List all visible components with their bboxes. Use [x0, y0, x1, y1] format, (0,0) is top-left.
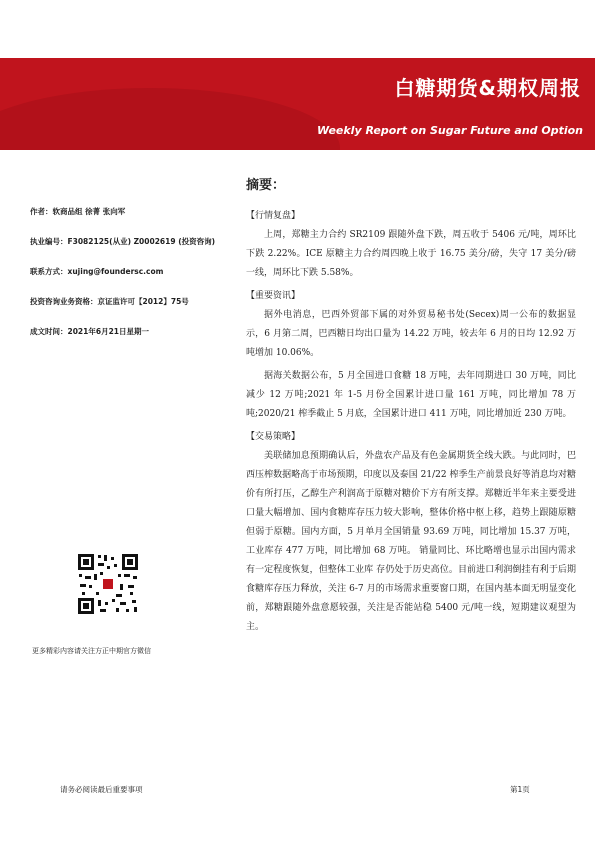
report-title: 白糖期货&期权周报 — [394, 76, 581, 100]
section-heading: 【行情复盘】 — [246, 211, 301, 221]
section-heading: 【重要资讯】 — [246, 291, 301, 301]
footer-disclaimer: 请务必阅读最后重要事项 — [60, 785, 143, 794]
qualification-line: 投资咨询业务资格：京证监许可【2012】75号 — [30, 297, 189, 306]
page-number: 第1页 — [510, 785, 530, 794]
report-content — [246, 207, 576, 641]
author-line: 作者：软商品组 徐菁 张向军 — [30, 207, 126, 216]
author-sidebar — [30, 207, 235, 357]
qr-code-graphic — [76, 552, 140, 616]
header-banner — [0, 58, 595, 150]
section-key-news — [246, 287, 576, 424]
paragraph: 据外电消息，巴西外贸部下属的对外贸易秘书处(Secex)周一公布的数据显示，6 月第二周，巴西糖日均出口量为 14.22 万吨，较去年 6 月的日均 12.92 万吨增加 10.06%。 — [246, 310, 576, 358]
report-subtitle: Weekly Report on Sugar Future and Option — [317, 124, 583, 137]
section-trading-strategy — [246, 428, 576, 637]
section-heading: 【交易策略】 — [246, 432, 301, 442]
date-line: 成文时间：2021年6月21日星期一 — [30, 327, 150, 336]
banner-decoration — [0, 88, 340, 150]
qr-caption: 更多精彩内容请关注方正中期官方微信 — [32, 647, 151, 655]
license-line: 执业编号：F3082125(从业) Z0002619 (投资咨询) — [30, 237, 216, 246]
abstract-title: 摘要： — [246, 178, 286, 193]
contact-line: 联系方式：xujing@foundersc.com — [30, 267, 164, 276]
paragraph: 上周，郑糖主力合约 SR2109 跟随外盘下跌，周五收于 5406 元/吨，周环比下跌 2.22%。ICE 原糖主力合约周四晚上收于 16.75 美分/磅，失守 17 美分/磅一线，周环比下跌 5.58%。 — [246, 230, 576, 278]
paragraph: 美联储加息预期确认后，外盘农产品及有色金属期货全线大跌。与此同时，巴西压榨数据略高于市场预期，印度以及泰国 21/22 榨季生产前景良好等消息均对糖价有所打压，乙醇生产利润高于原糖对糖价下方有所支撑。郑糖近半年来主要受进口量大幅增加、国内食糖库存压力较大影响，整体价格中枢上移，趋势上跟随原糖但弱于原糖。国内方面，5 月单月全国销量 93.69 万吨，同比增加 15.37 万吨，工业库存 477 万吨，同比增加 68 万吨。 销量同比、环比略增也显示出国内需求有一定程度恢复，但整体工业库 存仍处于历史高位。目前进口利润倒挂有利于后期食糖库存压力释放，关注 6-7 月的市场需求重要窗口期，在国内基本面无明显变化前，郑糖跟随外盘意愿较强，关注是否能站稳 5400 元/吨一线，短期建议观望为主。 — [246, 451, 576, 632]
logo-icon — [103, 579, 113, 589]
section-market-review — [246, 207, 576, 283]
paragraph: 据海关数据公布，5 月全国进口食糖 18 万吨，去年同期进口 30 万吨，同比减少 12 万吨;2021 年 1-5 月份全国累计进口量 161 万吨，同比增加 78 万吨;2020/21 榨季截止 5 月底，全国累计进口 411 万吨，同比增加近 230 万吨。 — [246, 371, 576, 419]
qr-code-icon — [76, 552, 140, 616]
